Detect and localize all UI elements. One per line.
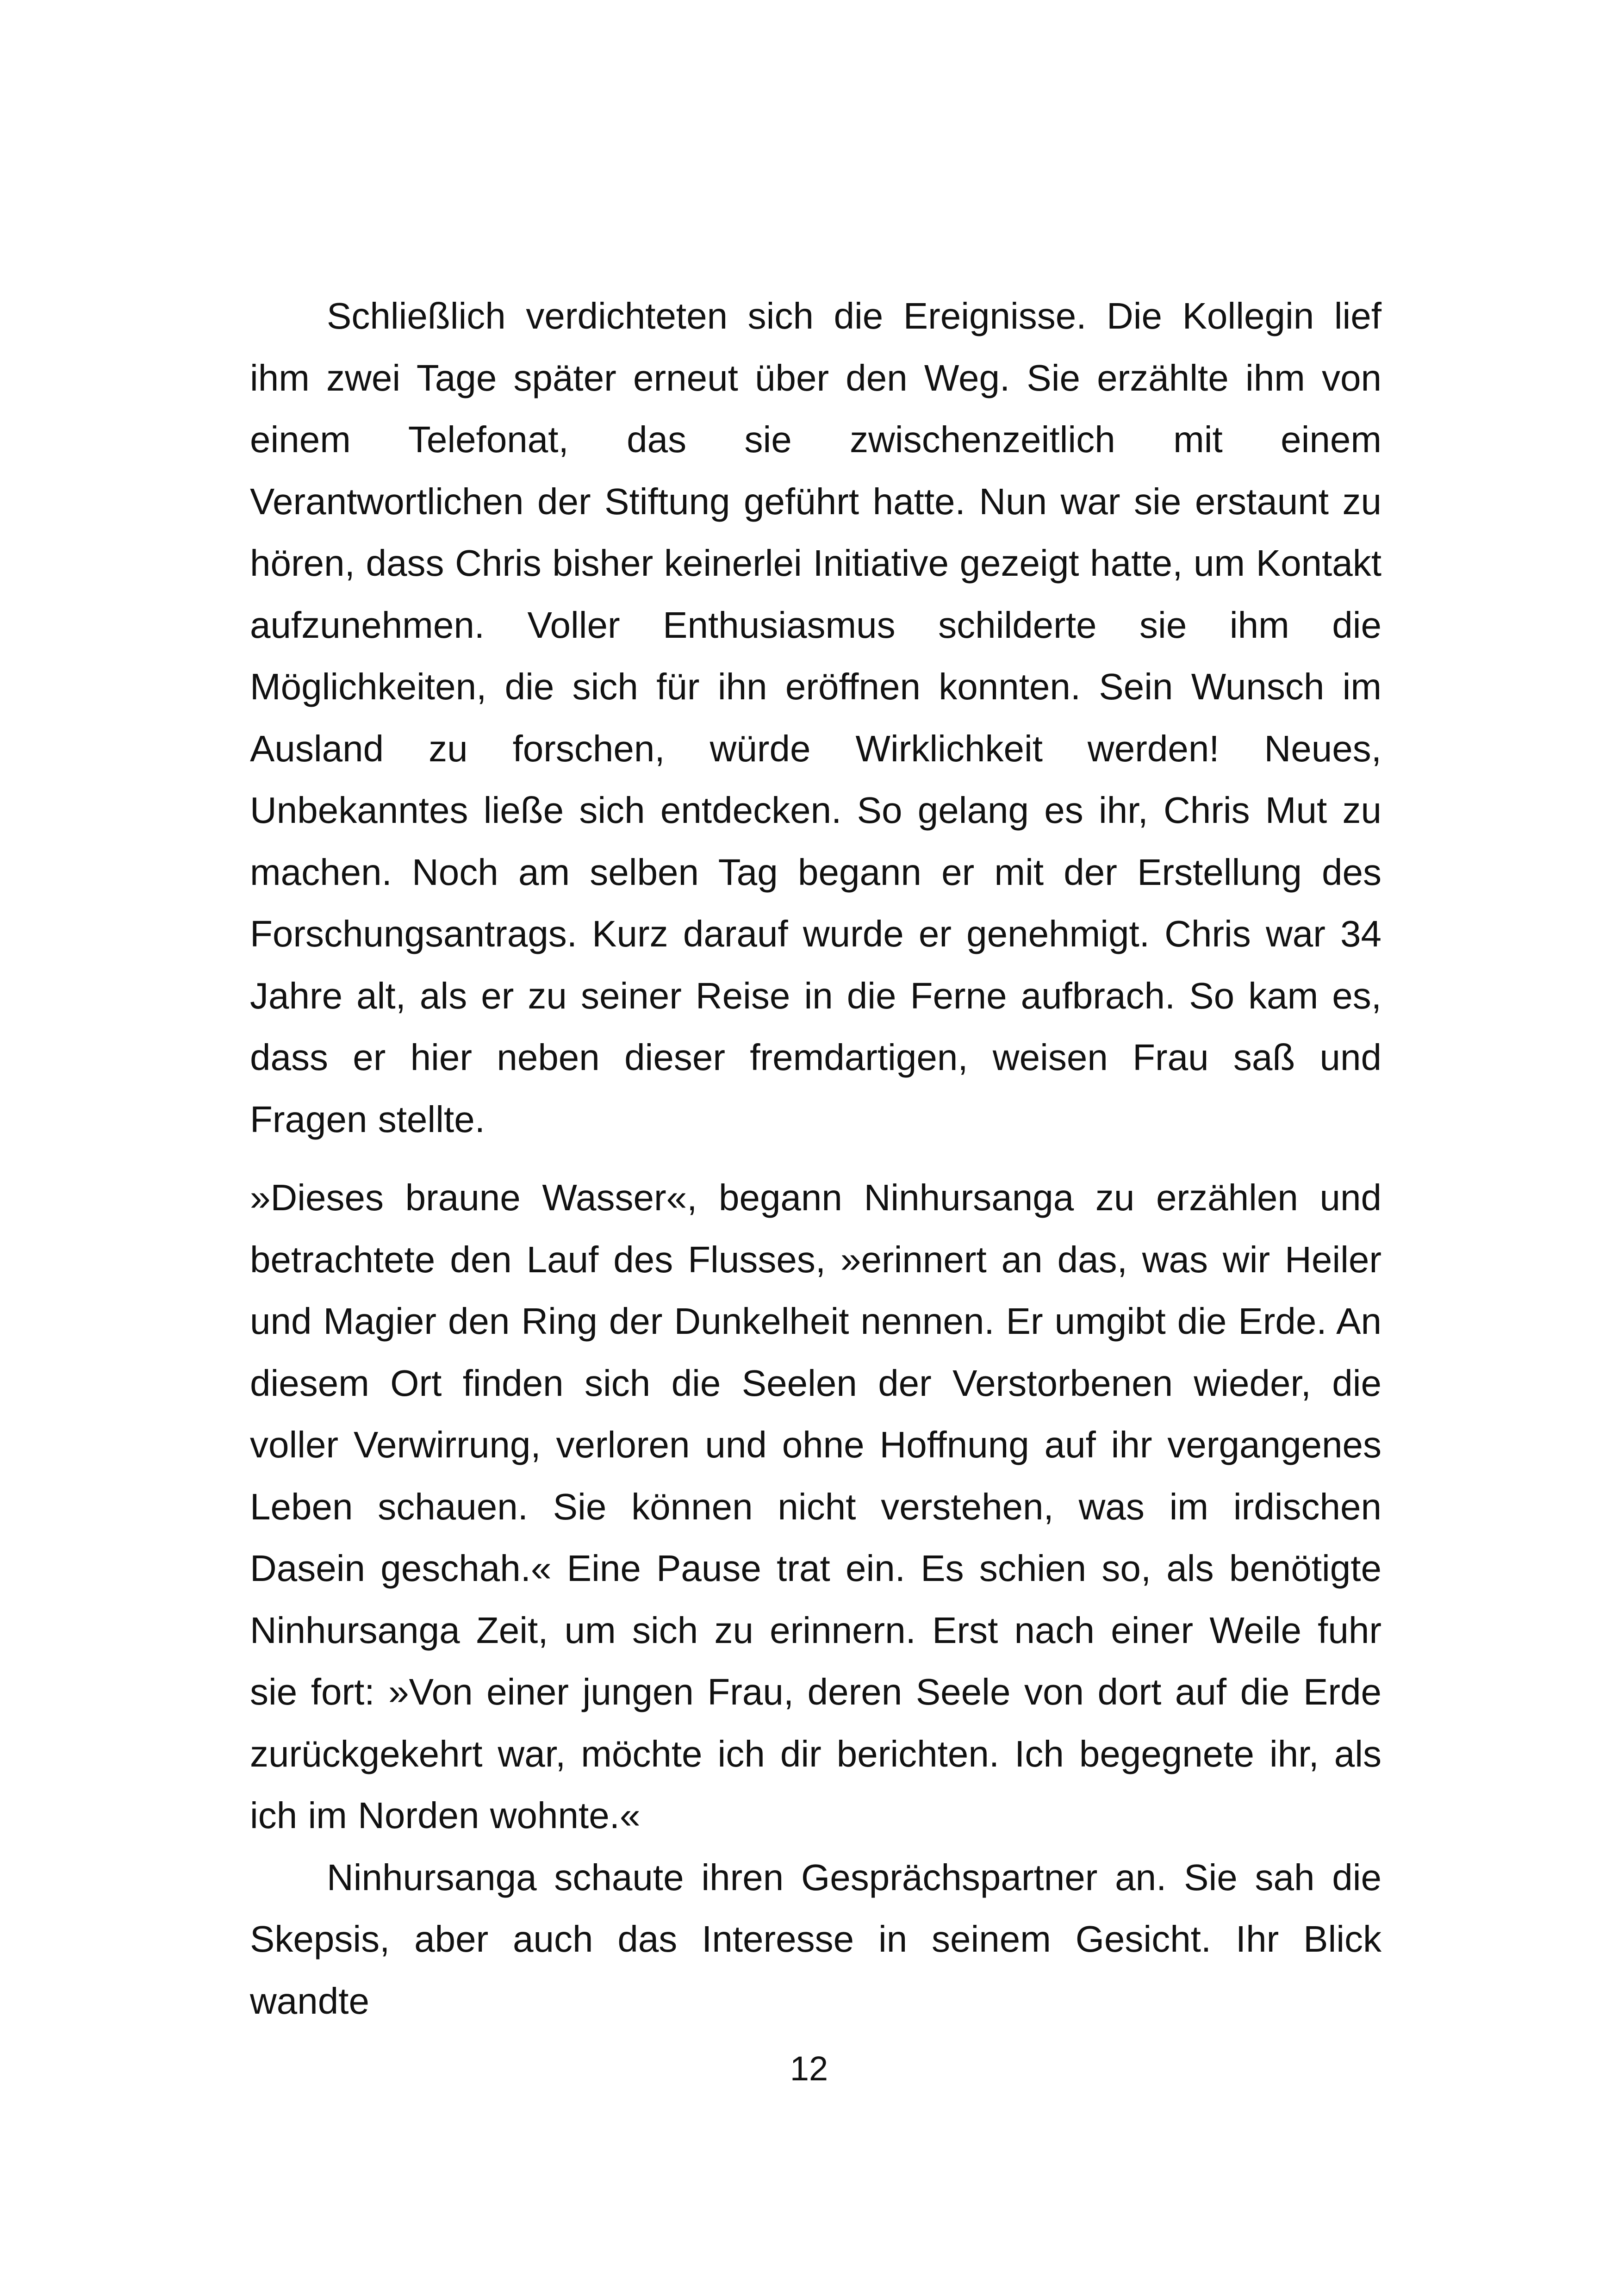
body-text	[250, 285, 1382, 2032]
paragraph-1: Schließlich verdichteten sich die Ereignisse. Die Kollegin lief ihm zwei Tage später erneut über den Weg. Sie erzählte ihm von einem Telefonat, das sie zwischenzeitlich mit einem Verantwortlichen der Stiftung geführt hatte. Nun war sie erstaunt zu hören, dass Chris bisher keinerlei Initiative gezeigt hatte, um Kontakt aufzunehmen. Voller Enthusiasmus schilderte sie ihm die Möglichkeiten, die sich für ihn eröffnen konnten. Sein Wunsch im Ausland zu forschen, würde Wirklichkeit werden! Neues, Unbekanntes ließe sich entdecken. So gelang es ihr, Chris Mut zu machen. Noch am selben Tag begann er mit der Erstellung des Forschungsantrags. Kurz darauf wurde er genehmigt. Chris war 34 Jahre alt, als er zu seiner Reise in die Ferne aufbrach. So kam es, dass er hier neben dieser fremdartigen, weisen Frau saß und Fragen stellte.	[250, 295, 1382, 1140]
paragraph-2: »Dieses braune Wasser«, begann Ninhursanga zu erzählen und betrachtete den Lauf des Flusses, »erinnert an das, was wir Heiler und Magier den Ring der Dunkelheit nennen. Er umgibt die Erde. An diesem Ort finden sich die Seelen der Verstorbenen wieder, die voller Verwirrung, verloren und ohne Hoffnung auf ihr vergangenes Leben schauen. Sie können nicht verstehen, was im irdischen Dasein geschah.« Eine Pause trat ein. Es schien so, als benötigte Ninhursanga Zeit, um sich zu erinnern. Erst nach einer Weile fuhr sie fort: »Von einer jungen Frau, deren Seele von dort auf die Erde zurückgekehrt war, möchte ich dir berichten. Ich begegnete ihr, als ich im Norden wohnte.«	[250, 1177, 1382, 1836]
page-number: 12	[790, 2049, 828, 2088]
paragraph-3: Ninhursanga schaute ihren Gesprächspartner an. Sie sah die Skepsis, aber auch das Interesse in seinem Gesicht. Ihr Blick wandte	[250, 1856, 1382, 2022]
